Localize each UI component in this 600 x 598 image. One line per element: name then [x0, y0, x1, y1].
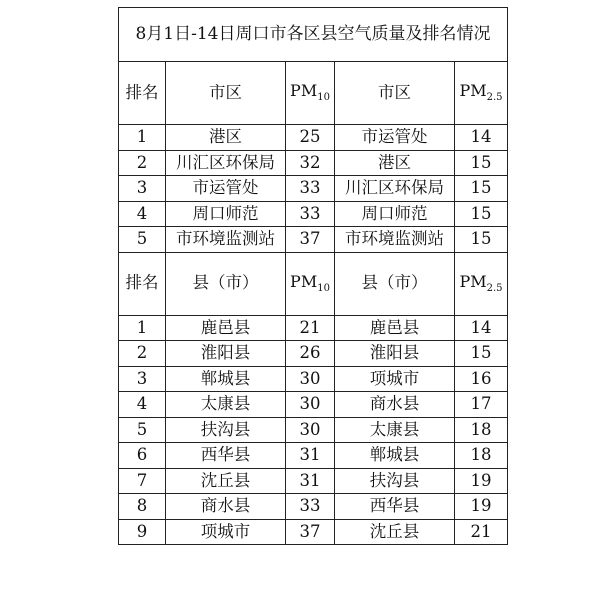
rank-cell: 2	[119, 341, 166, 367]
table-title: 8月1日-14日周口市各区县空气质量及排名情况	[119, 8, 508, 62]
air-quality-ranking-table	[118, 7, 508, 545]
pm10-value-cell: 37	[286, 227, 335, 253]
pm10-area-cell: 郸城县	[166, 366, 286, 392]
pm25-value-cell: 15	[455, 201, 508, 227]
pm10-area-cell: 市运管处	[166, 176, 286, 202]
rank-header: 排名	[119, 252, 166, 315]
county-area-pm10-header: 县（市）	[166, 252, 286, 315]
pm25-area-cell: 西华县	[335, 494, 455, 520]
pm10-value-cell: 32	[286, 150, 335, 176]
pm25-value-cell: 15	[455, 150, 508, 176]
county-table-row	[119, 468, 508, 494]
pm10-header-sub: 10	[317, 92, 330, 103]
city-table-row	[119, 176, 508, 202]
pm25-area-cell: 太康县	[335, 417, 455, 443]
pm10-value-cell: 31	[286, 443, 335, 469]
pm25-header-sub: 2.5	[486, 282, 503, 294]
rank-cell: 9	[119, 519, 166, 545]
pm25-area-cell: 港区	[335, 150, 455, 176]
pm25-header-main: PM	[459, 81, 487, 100]
pm10-area-cell: 商水县	[166, 494, 286, 520]
rank-cell: 4	[119, 392, 166, 418]
pm10-area-cell: 太康县	[166, 392, 286, 418]
pm25-value-cell: 17	[455, 392, 508, 418]
city-area-pm25-header: 市区	[335, 62, 455, 125]
rank-cell: 4	[119, 201, 166, 227]
rank-header: 排名	[119, 62, 166, 125]
pm10-area-cell: 沈丘县	[166, 468, 286, 494]
pm25-value-cell: 15	[455, 227, 508, 253]
pm25-value-cell: 18	[455, 417, 508, 443]
pm10-area-cell: 港区	[166, 125, 286, 151]
rank-cell: 3	[119, 366, 166, 392]
pm10-value-cell: 37	[286, 519, 335, 545]
pm10-value-cell: 30	[286, 392, 335, 418]
pm25-header-main: PM	[459, 271, 487, 291]
pm10-value-cell: 25	[286, 125, 335, 151]
pm10-header-sub: 10	[317, 282, 330, 294]
pm10-header-main: PM	[290, 271, 318, 291]
county-header-row	[119, 252, 508, 315]
county-table-row	[119, 315, 508, 341]
county-area-pm25-header: 县（市）	[335, 252, 455, 315]
pm10-value-cell: 30	[286, 366, 335, 392]
pm10-value-cell: 33	[286, 176, 335, 202]
pm25-value-cell: 18	[455, 443, 508, 469]
county-table-row	[119, 494, 508, 520]
pm25-area-cell: 市运管处	[335, 125, 455, 151]
pm25-area-cell: 鹿邑县	[335, 315, 455, 341]
pm25-area-cell: 市环境监测站	[335, 227, 455, 253]
rank-cell: 3	[119, 176, 166, 202]
rank-cell: 7	[119, 468, 166, 494]
pm10-area-cell: 淮阳县	[166, 341, 286, 367]
pm10-header	[286, 252, 335, 315]
pm25-value-cell: 21	[455, 519, 508, 545]
city-area-pm10-header: 市区	[166, 62, 286, 125]
pm25-area-cell: 项城市	[335, 366, 455, 392]
pm10-area-cell: 川汇区环保局	[166, 150, 286, 176]
pm25-value-cell: 16	[455, 366, 508, 392]
pm10-value-cell: 30	[286, 417, 335, 443]
pm25-value-cell: 15	[455, 341, 508, 367]
city-table-row	[119, 150, 508, 176]
pm25-area-cell: 川汇区环保局	[335, 176, 455, 202]
pm10-header	[286, 62, 335, 125]
rank-cell: 6	[119, 443, 166, 469]
pm25-value-cell: 15	[455, 176, 508, 202]
pm10-value-cell: 31	[286, 468, 335, 494]
pm10-value-cell: 33	[286, 201, 335, 227]
pm10-header-main: PM	[290, 81, 318, 100]
city-table-row	[119, 201, 508, 227]
rank-cell: 2	[119, 150, 166, 176]
pm10-area-cell: 周口师范	[166, 201, 286, 227]
pm10-value-cell: 33	[286, 494, 335, 520]
county-table-row	[119, 443, 508, 469]
rank-cell: 5	[119, 417, 166, 443]
pm10-value-cell: 26	[286, 341, 335, 367]
city-table-row	[119, 125, 508, 151]
pm25-area-cell: 郸城县	[335, 443, 455, 469]
pm10-area-cell: 鹿邑县	[166, 315, 286, 341]
pm25-header	[455, 62, 508, 125]
city-table-row	[119, 227, 508, 253]
pm10-area-cell: 项城市	[166, 519, 286, 545]
pm25-header-sub: 2.5	[486, 92, 503, 103]
pm10-area-cell: 扶沟县	[166, 417, 286, 443]
pm25-area-cell: 淮阳县	[335, 341, 455, 367]
county-table-row	[119, 392, 508, 418]
rank-cell: 8	[119, 494, 166, 520]
pm25-value-cell: 14	[455, 315, 508, 341]
pm25-area-cell: 周口师范	[335, 201, 455, 227]
city-header-row	[119, 62, 508, 125]
rank-cell: 1	[119, 125, 166, 151]
pm10-value-cell: 21	[286, 315, 335, 341]
county-table-row	[119, 366, 508, 392]
county-table-row	[119, 417, 508, 443]
county-table-row	[119, 519, 508, 545]
pm25-header	[455, 252, 508, 315]
pm25-value-cell: 19	[455, 468, 508, 494]
pm25-value-cell: 14	[455, 125, 508, 151]
pm25-area-cell: 沈丘县	[335, 519, 455, 545]
county-table-row	[119, 341, 508, 367]
pm25-value-cell: 19	[455, 494, 508, 520]
pm25-area-cell: 扶沟县	[335, 468, 455, 494]
pm10-area-cell: 西华县	[166, 443, 286, 469]
pm25-area-cell: 商水县	[335, 392, 455, 418]
rank-cell: 5	[119, 227, 166, 253]
rank-cell: 1	[119, 315, 166, 341]
pm10-area-cell: 市环境监测站	[166, 227, 286, 253]
